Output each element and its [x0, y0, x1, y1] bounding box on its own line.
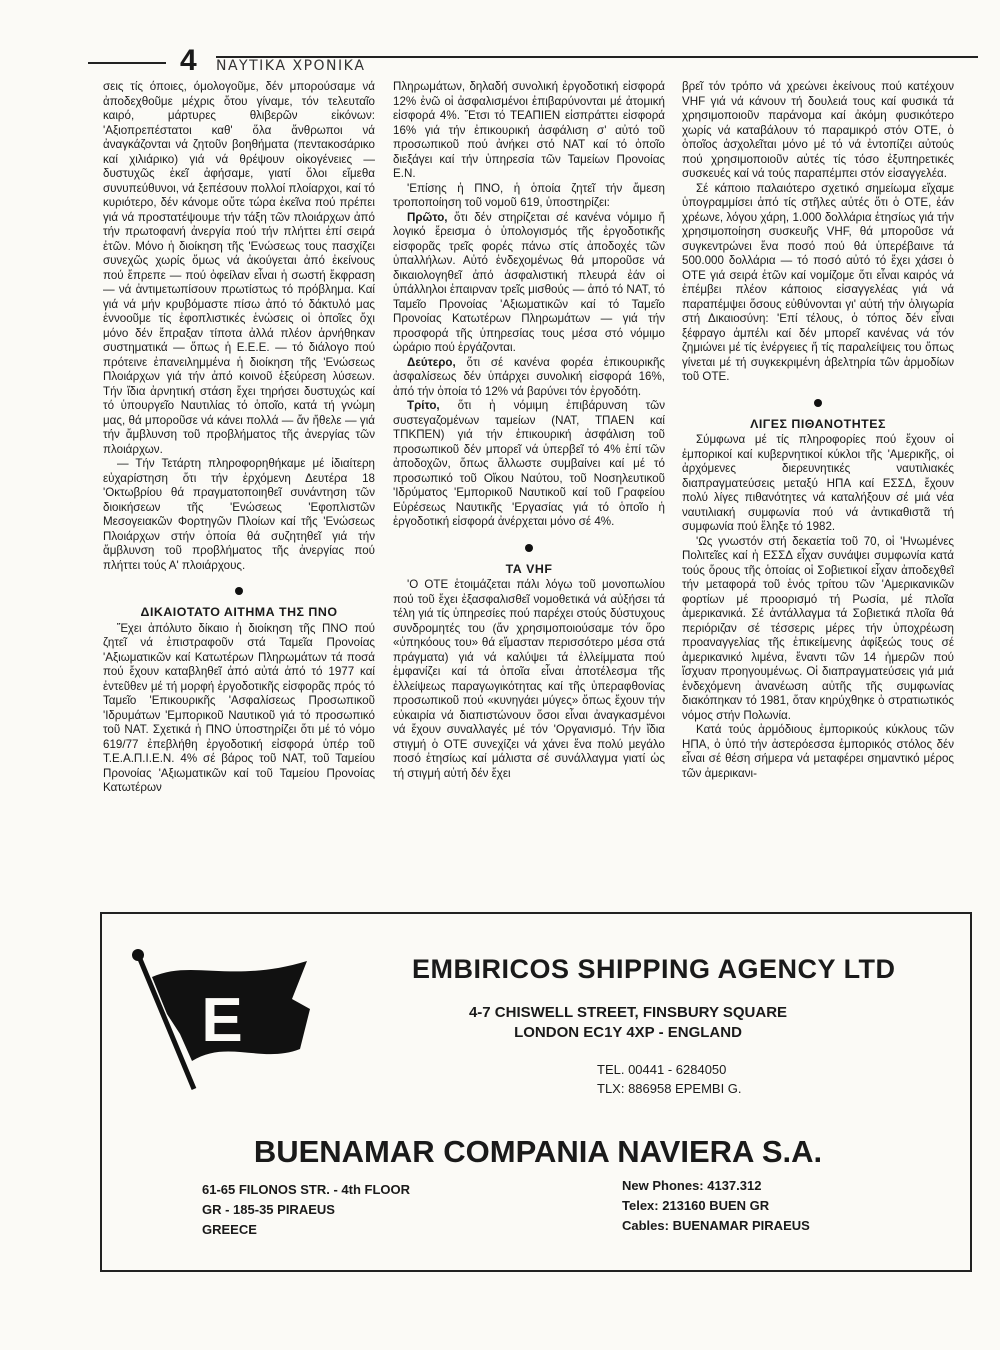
section-bullet [525, 544, 533, 552]
page-header [88, 44, 978, 84]
address-line: 61-65 FILONOS STR. - 4th FLOOR [202, 1182, 411, 1197]
company-name-embiricos: EMBIRICOS SHIPPING AGENCY LTD [412, 954, 896, 984]
paragraph-text: ὅτι σέ κανένα φορέα ἐπικουρικῆς ἀσφαλίσεως δέν ὑπάρχει συνολική εἰσφορά 16%, ἀπό τήν ὁποία τό 12% νά βαρύνει τόν ἐργοδότη. [393, 355, 665, 398]
lead-word: Πρῶτο, [407, 210, 448, 224]
paragraph [393, 211, 665, 356]
column-3 [682, 80, 954, 908]
column-1 [103, 80, 375, 908]
section-bullet [235, 587, 243, 595]
address-line: LONDON EC1Y 4XP - ENGLAND [514, 1024, 742, 1041]
address-line: 4-7 CHISWELL STREET, FINSBURY SQUARE [468, 1004, 788, 1021]
advertisement-box [100, 912, 972, 1272]
telex: Telex: 213160 BUEN GR [622, 1198, 770, 1213]
section-heading: ΔΙΚΑΙΟΤΑΤΟ ΑΙΤΗΜΑ ΤΗΣ ΠΝΟ [140, 605, 338, 619]
lead-word: Τρίτο, [407, 399, 440, 412]
lead-word: Δεύτερο, [407, 355, 456, 369]
address-line: GREECE [202, 1222, 257, 1237]
paragraph: Κατά τούς ἁρμόδιους ἐμπορικούς κύκλους τῶν ΗΠΑ, ὁ ὑπό τήν ἀστερόεσσα ἐμπορικός στόλος δέν εἶναι σέ θέση σήμερα νά μεταφέρει σημαντικό μέρος τῶν ἀμερικανι- [682, 723, 954, 780]
paragraph: 'Ο ΟΤΕ ἑτοιμάζεται πάλι λόγω τοῦ μονοπωλίου πού τοῦ ἔχει ἐξασφαλισθεῖ νομοθετικά νά αὐξήσει τά τέλη γιά τίς ὑπηρεσίες πού παρέχει στούς δύστυχους συνδρομητές του (ἄν χρησιμοποιούσαμε τόν ὅρο «ὑπηκόους του» θά εἴμασταν περισσότερο μέσα στά πράγματα) γιά νά καλύψει τά ἐλλείμματα πού ἐμφανίζει καί τά ὁποῖα εἶναι ἀποτέλεσμα τῆς ἐλλείψεως παραγωγικότητας καί τῆς ὑπεραφθονίας προσωπικοῦ πού «κυνηγάει μύγες» ὅπως ἔχουν τήν εὐκαιρία νά διαπιστώνουν ὅσοι εἶναι ἀναγκασμένοι νά ἔχουν συναλλαγές μέ τόν 'Οργανισμό. Τήν ἴδια στιγμή ὁ ΟΤΕ συνεχίζει νά χάνει ἕνα πολύ μεγάλο ποσό ἐτησίως καί μάλιστα σέ συνάλλαγμα γιατί ὡς τή στιγμή αὐτή δέν ἔχει [393, 578, 665, 780]
section-heading: ΤΑ VHF [505, 561, 553, 576]
paragraph: Πληρωμάτων, δηλαδή συνολική ἐργοδοτική εἰσφορά 12% ἐνῶ οἱ ἀσφαλισμένοι ἐπιβαρύνονται μέ ἀτομική εἰσφορά 4%. Ἔτσι τό ΤΕΑΠΙΕΝ εἰσπράττει εἰσφορά 16% γιά τήν ἐπικουρική ἀσφάλιση σ' αὐτό τοῦ προσωπικοῦ πού ἀνήκει στό ΝΑΤ καί τό ὁποῖο διεξάγει καί τήν ὑπηρεσία τῶν Ταμείων Προνοίας Ε.Ν. [393, 80, 665, 180]
paragraph: Σέ κάποιο παλαιότερο σχετικό σημείωμα εἴχαμε ὑπογραμμίσει ἀπό τίς στῆλες αὐτές ὅτι ὁ ΟΤΕ, ἐάν χρέωνε, λόγου χάρη, 1.000 δολλάρια ἐτησίως γιά τήν χρησιμοποίηση συσκευῆς VHF, θά μποροῦσε νά συγκεντρώνει ἕνα ποσό πού θά ὑπερέβαινε τά 500.000 δολλάρια — τό ποσό αὐτό τό ἔχει χάσει ὁ ΟΤΕ γιά σειρά ἐτῶν καί νομίζομε ὅτι εἶναι καιρός νά ἐπέμβει πλέον κάποιος εἰσαγγελέας γιά νά παραπέμψει ὅσους εὐθύνονται γι' αὐτή τήν ὀλιγωρία στή Δικαιοσύνη: 'Επί τέλους, ὁ τόπος δέν εἶναι ξέφραγο ἀμπέλι καί δέν μπορεῖ κανένας νά τόν ζημιώνει μέ τίς ἐνέργειες ἤ τίς παραλείψεις του ὅπως γίνεται μέ τή συγκεκριμένη ἀβελτηρία τῶν ἁρμοδίων τοῦ ΟΤΕ. [682, 181, 954, 383]
page-number: 4 [180, 44, 197, 77]
telex-number: TLX: 886958 EPEMBI G. [597, 1081, 742, 1096]
column-2 [393, 80, 665, 908]
company-name-buenamar: BUENAMAR COMPANIA NAVIERA S.A. [253, 1134, 823, 1169]
paragraph-text: ὅτι δέν στηρίζεται σέ κανένα νόμιμο ἤ λογικό ἔρεισμα ὁ ὑπολογισμός τῆς ἐργοδοτικῆς εἰσφορᾶς τρεῖς φορές πάνω στίς ἀποδοχές τῶν ὑπαλλήλων. Αὐτό ἐνδεχομένως θά μποροῦσε νά δικαιολογηθεῖ ἀπό ἀσφαλιστική πλευρά ἐάν οἱ ὑπάλληλοι ἐπαιρναν τρεῖς μισθούς — ἀπό τό ΝΑΤ, τό Ταμεῖο Προνοίας 'Αξιωματικῶν καί τό Ταμεῖο Προνοίας Κατωτέρων Πληρωμάτων — γιά τήν προσφορά τῆς ὑπηρεσίας τους μέσα στό νόμιμο ὠράριο πού ἐργάζονται. [393, 210, 665, 354]
address-line: GR - 185-35 PIRAEUS [202, 1202, 335, 1217]
paragraph [393, 399, 665, 530]
phones: New Phones: 4137.312 [622, 1178, 762, 1193]
paragraph: 'Ως γνωστόν στή δεκαετία τοῦ 70, οἱ 'Ηνωμένες Πολιτεῖες καί ἡ ΕΣΣΔ εἶχαν συνάψει συμφωνία κατά τούς ὅρους τῆς ὁποίας οἱ Σοβιετικοί εἶχαν ἀποδεχθεῖ τήν μεταφορά τοῦ ἑνός τρίτου τῶν 'Αμερικανικῶν φορτίων μέ προορισμό τή Ρωσία, μέ πλοῖα ἀμερικανικά. Σέ ἀντάλλαγμα τά Σοβιετικά πλοῖα θά περιόριζαν σέ τέσσερις μέρες τήν ὑποχρέωση προαναγγελίας τῆς ἐπικείμενης ἀφίξεώς τους σέ ἀμερικανικό λιμένα, ἔναντι τῶν 14 ἡμερῶν πού ἴσχυαν προηγουμένως. Οἱ διαπραγματεύσεις γιά μιά ἐνδεχόμενη ἀνανέωση αὐτῆς τῆς συμφωνίας διακόπηκαν τό 1981, ὅταν κηρύχθηκε ὁ στρατιωτικός νόμος στήν Πολωνία. [682, 534, 954, 722]
paragraph: Σύμφωνα μέ τίς πληροφορίες πού ἔχουν οἱ ἐμπορικοί καί κυβερνητικοί κύκλοι τῆς 'Αμερικῆς, οἱ ἀρχόμενες διερευνητικές ναυτιλιακές διαπραγματεύσεις μεταξύ ΗΠΑ καί ΕΣΣΔ, ἔχουν πολύ λίγες πιθανότητες νά καταλήξουν σέ μιά νέα ναυτιλιακή συμφωνία πού νά ἀντικαθιστᾶ τή συμφωνία πού ἔληξε τό 1982. [682, 433, 954, 533]
cables: Cables: BUENAMAR PIRAEUS [622, 1218, 810, 1233]
header-rule-left [88, 62, 166, 64]
paragraph: 'Επίσης ἡ ΠΝΟ, ἡ ὁποία ζητεῖ τήν ἄμεση τροποποίηση τοῦ νομοῦ 619, ὑποστηρίζει: [393, 181, 665, 209]
paragraph: — Τήν Τετάρτη πληροφορηθήκαμε μέ ἰδιαίτερη εὐχαρίστηση ὅτι τήν ἐρχόμενη Δευτέρα 18 'Οκτωβρίου θά πραγματοποιηθεῖ συνάντηση τῶν διοικήσεων τῆς 'Ενώσεως 'Εφοπλιστῶν Μεσογειακῶν Φορτηγῶν Πλοίων καί τῆς 'Ενώσεως Πλοιάρχων στήν ὁποία θά συζητηθεῖ γιά τήν ἄμβλυνση τοῦ προβλήματος τῆς ἀνεργίας πού πλήττει τούς Α' πλοιάρχους. [103, 457, 375, 572]
flag-letter: E [201, 986, 243, 1055]
telephone: TEL. 00441 - 6284050 [597, 1062, 727, 1077]
paragraph-text: ὅτι ἡ νόμιμη ἐπιβάρυνση τῶν συστεγαζομένων ταμείων (ΝΑΤ, ΤΠΑΕΝ καί ΤΠΚΠΕΝ) γιά τήν ἐπικουρική ἀσφάλιση τοῦ προσωπικοῦ δέν μπορεῖ νά ὑπερβεῖ τό 4% ἐπί τῶν ἀποδοχῶν, ὅπως ἄλλωστε συμβαίνει καί μέ τό προσωπικό τοῦ Οἴκου Ναύτου, τοῦ Νοσηλευτικοῦ 'Ιδρύματος 'Εμπορικοῦ Ναυτικοῦ καί τοῦ Γραφείου Εὑρέσεως Ναυτικῆς 'Εργασίας γιά τό ὁποῖο ἡ ἐργοδοτική εἰσφορά ἀνέρχεται μόνο σέ 4%. [393, 399, 665, 528]
section-bullet [814, 399, 822, 407]
paragraph: βρεῖ τόν τρόπο νά χρεώνει ἐκείνους πού κατέχουν VHF γιά νά κάνουν τή δουλειά τους καί φυσικά τά χρησιμοποιοῦν παράνομα καί ἀκόμη φυσικότερο χωρίς νά καταβάλουν τό παραμικρό στόν ΟΤΕ, ὁ ὁποῖος ἀσχολεῖται μόνο μέ τό νά ἐντοπίζει αὐτούς πού χρησιμοποιοῦν αὐτές τίς τόσο ἐξυπηρετικές συσκευές καί νά τούς παραπέμπει στόν εἰσαγγελέα. [682, 80, 954, 180]
section-heading: ΛΙΓΕΣ ΠΙΘΑΝΟΤΗΤΕΣ [750, 416, 886, 431]
paragraph [393, 356, 665, 400]
paragraph: σεις τίς όποιες, όμολογοῦμε, δέν μπορούσαμε νά ἀποδεχθοῦμε μέχρις ὅτου γίναμε, τόν τελευταῖο καιρό, μάρτυρες θλιβερῶν εἰκόνων: 'Αξιοπρεπέστατοι καθ' ὅλα ἄνθρωποι νά ἀναγκάζονται νά ζητοῦν βοηθήματα (πεντακοσάρικο καί χιλιάρικο) γιά νά θρέψουν οἰκογένειες — δυστυχῶς ἐκεῖ ἀφήσαμε, γιατί ὅλοι εἴμεθα συνυπεύθυνοι, νά ξεπέσουν πολλοί πλοίαρχοι, καί τό κυριότερο, δέν κάνομε οὔτε τώρα ἐκεῖνα πού πρέπει γιά νά προστατέψουμε τήν τάξη τῶν πλοιάρχων ἀπό τήν πρωτοφανή ἀνεργία πού τήν πλήττει ἐπί σειρά ἐτῶν. Μόνο ἡ διοίκηση τῆς 'Ενώσεως τους πασχίζει συνεχῶς χωρίς ὅμως νά ἀκούγεται ἀπό ἐκείνους πού ἔπρεπε — πού ὀφείλαν εἶναι ἡ σωστή ἔκφραση — νά ἀντιμετωπίσουν πρωτίστως τό πρόβλημα. Καί γιά νά μήν κρυβόμαστε πίσω ἀπό τό δάκτυλό μας ἐννοοῦμε τίς ἐφοπλιστικές ἑνώσεις οἱ ὁποῖες ὄχι μόνο δέν ἔπραξαν τίποτα ἀλλά πλέον ἀρνήθηκαν συστηματικά — ὅπως ἡ Ε.Ε.Ε. — τό διάλογο πού πρότεινε ἐπανειλημμένα ἡ διοίκηση τῆς 'Ενώσεως Πλοιάρχων γιά τήν ἀπό κοινοῦ ἐξεύρεση λύσεων. Τήν ἴδια ἀρνητική στάση ἔχει τηρήσει δυστυχώς καί τό ὑπουργεῖο Ναυτιλίας τό ὁποῖο, κατά τή γνώμη μας, θά μποροῦσε νά κάνει πολλά — ἄν ἤθελε — γιά τήν ἄμβλυνση τοῦ προβλήματος τῆς ἀνεργίας τῶν πλοιάρχων. [103, 80, 375, 456]
publication-title: ΝΑΥΤΙΚΑ ΧΡΟΝΙΚΑ [216, 58, 366, 74]
paragraph: Ἔχει ἀπόλυτο δίκαιο ἡ διοίκηση τῆς ΠΝΟ πού ζητεῖ νά ἐπιστραφοῦν στά Ταμεῖα Προνοίας 'Αξιωματικῶν καί Κατωτέρων Πληρωμάτων τά ποσά πού ἔχουν καταβληθεῖ ἀπό αὐτά ἀπό τό 1977 καί ἐντεῦθεν μέ τή μορφή ἐργοδοτικῆς εἰσφορᾶς πρός τό Ταμεῖο 'Επικουρικῆς 'Ασφαλίσεως Προσωπικοῦ 'Ιδρυμάτων 'Εμπορικοῦ Ναυτικοῦ γιά τό προσωπικό τοῦ ΝΑΤ. Σχετικά ἡ ΠΝΟ ὑποστηρίζει ὅτι μέ τό νόμο 619/77 ἐπεβλήθη ἐργοδοτική εἰσφορά ὑπέρ τοῦ Τ.Ε.Α.Π.Ι.Ε.Ν. 4% σέ βάρος τοῦ ΝΑΤ, τοῦ Ταμείου Προνοίας 'Αξιωματικῶν καί τοῦ Ταμείου Προνοίας Κατωτέρων [103, 621, 375, 794]
